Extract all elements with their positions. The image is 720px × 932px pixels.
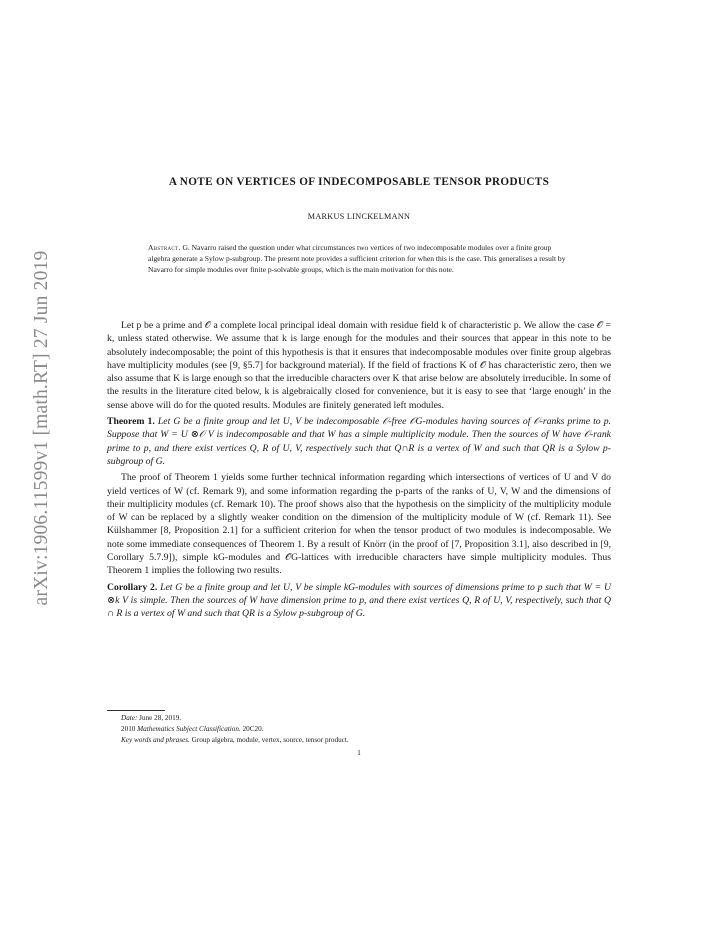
footnote-keywords: Key words and phrases. Group algebra, module, vertex, source, tensor product. <box>121 736 349 744</box>
proof-paragraph: The proof of Theorem 1 yields some further technical information regarding which intersections of vertices of U and V do yield vertices of W (cf. Remark 9), and some information regarding the p-parts of the ranks of U, V, W and the dimensions of their multiplicity modules (cf. Remark 10). The proof shows also that the hypothesis on the simplicity of the multiplicity module of W can be replaced by a slightly weaker condition on the dimension of the multiplicity module of W (cf. Remark 11). See Külshammer [8, Proposition 2.1] for a sufficient criterion for when the tensor product of two modules is indecomposable. We note some immediate consequences of Theorem 1. By a result of Knörr (in the proof of [7, Proposition 3.1], also described in [9, Corollary 5.7.9]), simple kG-modules and 𝒪G-lattices with irreducible characters have simple multiplicity modules. Thus Theorem 1 implies the following two results. <box>107 472 611 577</box>
corollary-label: Corollary 2. <box>107 581 158 593</box>
intro-paragraph: Let p be a prime and 𝒪 a complete local principal ideal domain with residue field k of characteristic p. We allow the case 𝒪 = k, unless stated otherwise. We assume that k is large enough for the modules and their sources that appear in this note to be absolutely indecomposable; the point of this hypothesis is that it ensures that indecomposable modules over finite group algebras have multiplicity modules (see [9, §5.7] for background material). If the field of fractions K of 𝒪 has characteristic zero, then we also assume that K is large enough so that the irreducible characters over K that arise below are absolutely irreducible. In some of the results in the literature cited below, k is algebraically closed for convenience, but it is easy to see that ‘large enough’ in the sense above will do for the quoted results. Modules are finitely generated left modules. <box>107 320 611 411</box>
footnote-date: Date: June 28, 2019. <box>121 714 182 722</box>
footnote-rule <box>107 710 165 711</box>
abstract <box>148 242 568 275</box>
corollary-2 <box>107 581 611 621</box>
theorem-1 <box>107 415 611 468</box>
footnote-msc: 2010 Mathematics Subject Classification. 20C20. <box>121 725 264 733</box>
corollary-text: Let G be a finite group and let U, V be simple kG-modules with sources of dimensions prime to p such that W = U ⊗k V is simple. Then the sources of W have dimension prime to p, and there exist vertices Q, R of U, V, respectively, such that Q ∩ R is a vertex of W and such that QR is a Sylow p-subgroup of G. <box>107 581 611 620</box>
paper-title: A NOTE ON VERTICES OF INDECOMPOSABLE TENSOR PRODUCTS <box>168 176 550 188</box>
page-number: 1 <box>357 748 361 757</box>
footnotes <box>107 710 611 746</box>
main-body <box>107 319 611 621</box>
theorem-text: Let G be a finite group and let U, V be indecomposable 𝒪-free 𝒪G-modules having sources of 𝒪-ranks prime to p. Suppose that W = U ⊗𝒪 V is indecomposable and that W has a simple multiplicity module. Then the sources of W have 𝒪-rank prime to p, and there exist vertices Q, R of U, V, respectively such that Q∩R is a vertex of W and such that QR is a Sylow p-subgroup of G. <box>107 416 611 467</box>
arxiv-identifier: arXiv:1906.11599v1 [math.RT] 27 Jun 2019 <box>31 250 52 606</box>
abstract-label: Abstract. <box>148 243 181 252</box>
theorem-label: Theorem 1. <box>107 416 155 428</box>
abstract-text: G. Navarro raised the question under what circumstances two vertices of two indecomposable modules over a finite group algebra generate a Sylow p-subgroup. The present note provides a sufficient criterion for when this is the case. This generalises a result by Navarro for simple modules over finite p-solvable groups, which is the main motivation for this note. <box>148 243 566 274</box>
author-name: MARKUS LINCKELMANN <box>307 212 411 221</box>
